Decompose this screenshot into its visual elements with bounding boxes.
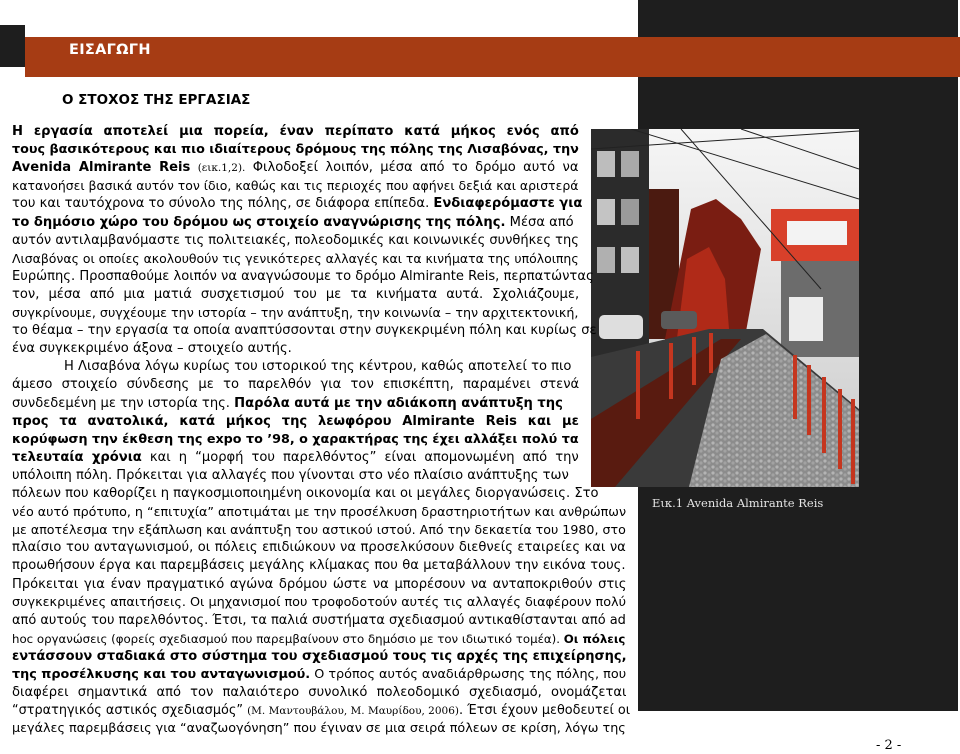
body-text-line bbox=[12, 268, 594, 286]
street-photo bbox=[591, 129, 859, 487]
text-run: αυτόν αντιλαμβανόμαστε τις πολιτειακές, πολεοδομικές και κοινωνικές συνθήκες της bbox=[12, 232, 579, 248]
body-text-line bbox=[12, 684, 626, 702]
body-text-line bbox=[12, 612, 626, 630]
text-run: συγκεκριμένες απαιτήσεις. Οι μηχανισμοί που τροφοδοτούν αυτές τις αλλαγές διαφέρουν πολύ bbox=[12, 594, 627, 610]
bold-text-run: τους βασικότερους και πιο ιδιαίτερους δρόμους της πόλης της Λισαβόνας, την bbox=[12, 142, 579, 158]
text-run: μεγάλες παρεμβάσεις για “αναζωογόνηση” που έγιναν σε μια σειρά πόλεων σε κρίση, λόγω της bbox=[12, 721, 626, 737]
bold-text-run: εντάσσουν σταδιακά στο σύστημα του σχεδιασμού τους τις αρχές της επιχείρησης, bbox=[12, 648, 627, 664]
text-run: hoc οργανώσεις (φορείς σχεδιασμού που παρεμβαίνουν στο δημόσιο με τον ιδιωτικό τομέα). bbox=[12, 631, 564, 646]
text-run: νέο αυτό πρότυπο, η “επιτυχία” αποτιμάται με την προσέλκυση δραστηριοτήτων και ανθρώπων bbox=[12, 504, 627, 520]
bold-text-run: Παρόλα αυτά με την αδιάκοπη ανάπτυξη της bbox=[234, 395, 563, 411]
text-run: συνδεδεμένη με την ιστορία της. bbox=[12, 395, 235, 411]
body-text-line bbox=[12, 177, 578, 195]
bold-text-run: Avenida Almirante Reis bbox=[12, 160, 191, 176]
text-run: Λισαβόνας οι οποίες ακολουθούν τις γενικότερες αλλαγές και τα κινήματα της υπόλοιπης bbox=[12, 250, 579, 266]
text-run: Ευρώπης. Προσπαθούμε λοιπόν να αναγνώσουμε το δρόμο Almirante Reis, περπατώντας bbox=[12, 268, 594, 284]
body-text-line bbox=[12, 286, 579, 304]
body-text-line bbox=[12, 521, 626, 539]
text-run: προωθήσουν έργα και παρεμβάσεις μεγάλης κλίμακας που θα μεταβάλλουν την εικόνα τους. bbox=[12, 558, 626, 574]
bold-text-run: το δημόσιο χώρο του δρόμου ως στοιχείο αναγνώρισης της πόλης. bbox=[12, 214, 506, 230]
text-run: το θέαμα – την εργασία τα οποία αναπτύσσονται στην συγκεκριμένη πόλη και κυρίως σε bbox=[12, 323, 597, 339]
body-text-line bbox=[12, 141, 579, 159]
body-text-line bbox=[12, 195, 582, 213]
body-text-line bbox=[12, 485, 599, 503]
text-run: από αυτούς του παρελθόντος. Έτσι, τα παλιά συστήματα σχεδιασμού αντικαθίστανται από ad bbox=[12, 612, 626, 628]
header-tab-marker bbox=[0, 25, 25, 67]
figure-caption: Εικ.1 Avenida Almirante Reis bbox=[652, 496, 824, 510]
text-run: κατανοήσει βασικά αυτόν τον ίδιο, καθώς και τις περιοχές που αφήνει δεξιά και αριστερά bbox=[12, 178, 579, 194]
body-text-line bbox=[64, 358, 571, 376]
text-run: και η “μορφή του παρελθόντος” είναι απομονωμένη από την bbox=[141, 449, 579, 465]
text-run: (Μ. Μαντουβάλου, Μ. Μαυρίδου, 2006) bbox=[247, 705, 459, 718]
body-text-line bbox=[12, 413, 579, 431]
body-text-line bbox=[12, 539, 626, 557]
bold-text-run: της προσέλκυσης και του ανταγωνισμού. bbox=[12, 667, 311, 682]
body-text-line bbox=[12, 159, 578, 177]
body-text-line bbox=[12, 214, 574, 232]
text-run: πλαίσιο του ανταγωνισμού, οι πόλεις επιδιώκουν να προσελκύσουν διεθνείς εταιρείες και να bbox=[12, 540, 626, 556]
body-text-line bbox=[12, 232, 579, 250]
text-run: τον, μέσα από μια ματιά συσχετισμού του με τα κινήματα αυτά. Σχολιάζουμε, bbox=[12, 286, 580, 302]
text-run: διαφέρει σημαντικά από τον παλαιότερο συνολικό πολεοδομικό σχεδιασμό, ονομάζεται bbox=[12, 685, 627, 701]
text-run: υπόλοιπη πόλη. Πρόκειται για αλλαγές που γίνονται στο νέο πλαίσιο ανάπτυξης των bbox=[12, 467, 569, 483]
text-run: ένα συγκεκριμένο άξονα – στοιχείο αυτής. bbox=[12, 341, 292, 357]
body-text-line bbox=[12, 648, 627, 666]
section-title: ΕΙΣΑΓΩΓΗ bbox=[69, 42, 151, 58]
bold-text-run: Οι πόλεις bbox=[563, 631, 626, 646]
page-number: - 2 - bbox=[876, 738, 902, 753]
text-run: με αποτέλεσμα την εξάπλωση και ανάπτυξη του αστικού ιστού. Από την δεκαετία του 1980, στο bbox=[12, 522, 626, 538]
section-header-band bbox=[25, 37, 960, 77]
text-run: (εικ.1,2). bbox=[197, 162, 246, 175]
body-text-line bbox=[12, 376, 579, 394]
text-run: συγκρίνουμε, συγχέουμε την ιστορία – την ανάπτυξη, την κοινωνία – την αρχιτεκτονική, bbox=[12, 305, 579, 320]
text-run bbox=[190, 160, 197, 175]
text-run: Φιλοδοξεί λοιπόν, μέσα από το δρόμο αυτό να bbox=[245, 160, 579, 176]
body-text-line bbox=[12, 340, 292, 358]
body-text-line bbox=[12, 503, 626, 521]
bold-text-run: κορύφωση την έκθεση της expo το ’98, ο χαρακτήρας της έχει αλλάξει πολύ τα bbox=[12, 431, 579, 447]
bold-text-run: προς τα ανατολικά, κατά μήκος της λεωφόρου Almirante Reis και με bbox=[12, 413, 579, 429]
text-run: Πρόκειται για έναν πραγματικό αγώνα δρόμου ώστε να μπορέσουν να ανταποκριθούν στις bbox=[12, 576, 627, 592]
body-text-line bbox=[12, 557, 626, 575]
body-text-line bbox=[12, 322, 597, 340]
body-text-line bbox=[12, 666, 626, 684]
bold-text-run: Η εργασία αποτελεί μια πορεία, έναν περίπατο κατά μήκος ενός από bbox=[12, 124, 579, 139]
body-text-line bbox=[12, 123, 579, 141]
subsection-title: Ο ΣΤΟΧΟΣ ΤΗΣ ΕΡΓΑΣΙΑΣ bbox=[62, 92, 251, 108]
body-text-line bbox=[12, 594, 626, 612]
body-text-line bbox=[12, 630, 625, 648]
body-text-line bbox=[12, 467, 569, 485]
text-run: πόλεων που καθορίζει η παγκοσμιοποιημένη οικονομία και οι μεγάλες διοργανώσεις. Στο bbox=[12, 486, 599, 501]
body-text-line bbox=[12, 702, 630, 720]
body-text-line bbox=[12, 449, 579, 467]
text-run: Η Λισαβόνα λόγω κυρίως του ιστορικού της κέντρου, καθώς αποτελεί το πιο bbox=[64, 359, 572, 375]
body-text-line bbox=[12, 395, 563, 413]
bold-text-run: τελευταία χρόνια bbox=[12, 449, 142, 465]
text-run: άμεσο στοιχείο σύνδεσης με το παρελθόν για τον επισκέπτη, παραμένει στενά bbox=[12, 377, 580, 393]
body-text-line bbox=[12, 431, 579, 449]
text-run: Μέσα από bbox=[505, 214, 574, 230]
body-text-line bbox=[12, 304, 578, 322]
body-text-line bbox=[12, 250, 579, 268]
text-run: . Έτσι έχουν μεθοδευτεί οι bbox=[459, 703, 631, 719]
text-run: Ο τρόπος αυτός αναδιάρθρωσης της πόλης, που bbox=[310, 667, 627, 682]
text-run: του και ταυτόχρονα το σύνολο της πόλης, σε διάφορα επίπεδα. bbox=[12, 196, 434, 212]
text-run: “στρατηγικός αστικός σχεδιασμός” bbox=[12, 703, 248, 719]
body-text-line bbox=[12, 576, 626, 594]
body-text-line bbox=[12, 720, 626, 738]
bold-text-run: Ενδιαφερόμαστε για bbox=[433, 196, 583, 212]
